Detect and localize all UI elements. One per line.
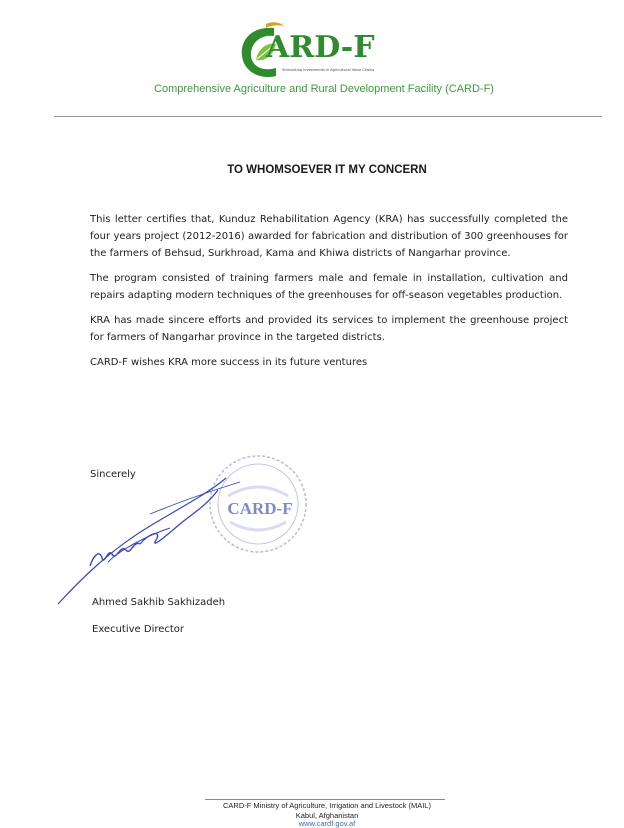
signer-name: Ahmed Sakhib Sakhizadeh — [92, 597, 226, 608]
paragraph: The program consisted of training farmers male and female in installation, cultivation and repairs adapting modern techniques of the greenhouses for off-season vegetables production. — [90, 273, 568, 301]
organization-name: Comprehensive Agriculture and Rural Development Facility (CARD-F) — [154, 83, 494, 95]
paragraph: This letter certifies that, Kunduz Rehabilitation Agency (KRA) has successfully completed the four years project (2012-2016) awarded for fabrication and distribution of 300 greenhouses for the farmers of Behsud, Surkhroad, Kama and Khiwa districts of Nangarhar province. — [90, 214, 568, 259]
footer-website-link[interactable]: www.cardf.gov.af — [298, 819, 356, 828]
letter-title: TO WHOMSOEVER IT MY CONCERN — [227, 164, 427, 176]
footer-divider — [205, 799, 445, 800]
logo-tagline: Stimulating Investments in Agricultural Value Chains — [282, 68, 375, 72]
paragraph: CARD-F wishes KRA more success in its future ventures — [90, 357, 368, 368]
signer-title: Executive Director — [92, 624, 185, 635]
logo-wordmark: ARD-F — [266, 30, 375, 65]
signature-icon — [50, 470, 260, 610]
closing: Sincerely — [90, 469, 136, 480]
letter-body — [90, 211, 568, 379]
footer-city: Kabul, Afghanistan — [295, 811, 359, 820]
stamp-text: CARD-F — [227, 499, 293, 518]
paragraph: KRA has made sincere efforts and provided its services to implement the greenhouse project for farmers of Nangarhar province in the targeted districts. — [90, 315, 568, 343]
header-divider — [54, 116, 602, 117]
footer-address: CARD-F Ministry of Agriculture, Irrigation and Livestock (MAIL) — [223, 801, 431, 810]
